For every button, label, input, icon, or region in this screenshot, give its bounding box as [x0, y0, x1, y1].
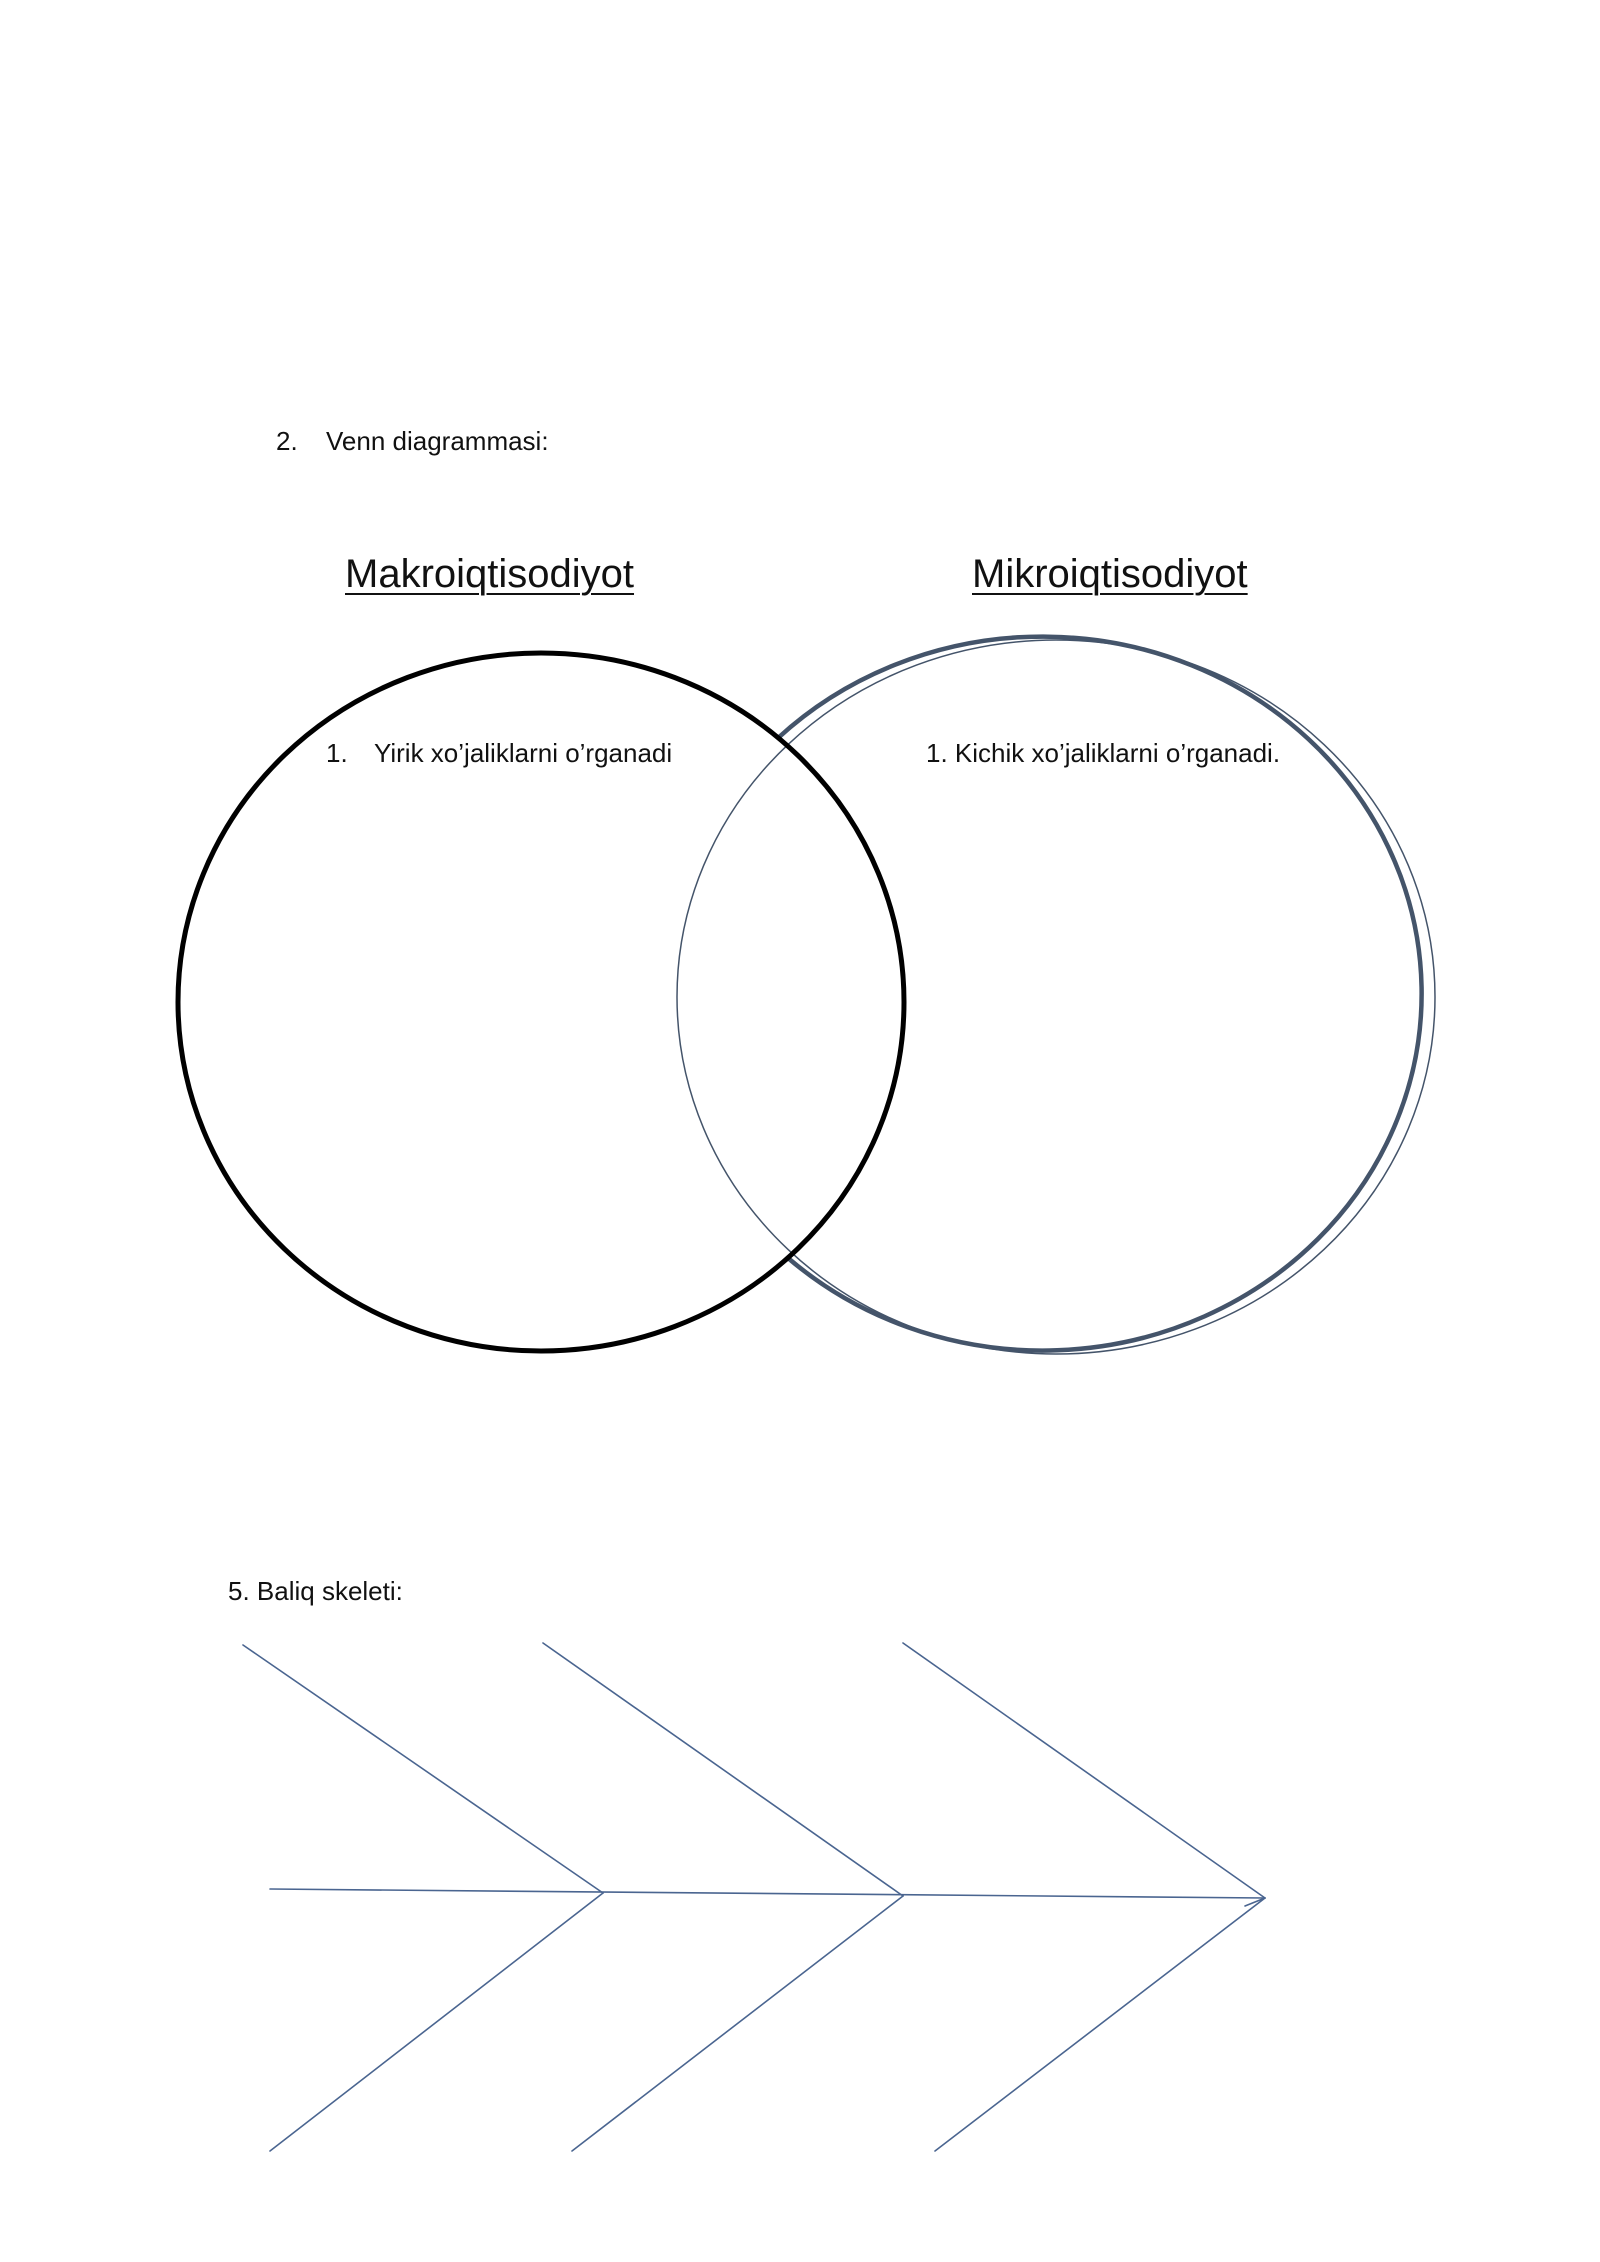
left-circle-item-number: 1. — [326, 738, 348, 768]
left-circle-title: Makroiqtisodiyot — [345, 552, 635, 596]
right-circle-item: 1. Kichik xo’jaliklarni o’rganadi. — [926, 738, 1281, 768]
fishbone-heading: 5. Baliq skeleti: — [228, 1576, 403, 1606]
right-circle-title: Mikroiqtisodiyot — [972, 552, 1248, 596]
fishbone-bone-upper-1 — [243, 1645, 603, 1893]
fishbone-bone-lower-3 — [935, 1898, 1265, 2151]
left-circle-item-text: Yirik xo’jaliklarni o’rganadi — [374, 738, 673, 768]
fishbone-bone-lower-1 — [270, 1893, 603, 2151]
right-circle-outline — [778, 637, 1422, 1351]
fishbone-spine — [270, 1889, 1265, 1898]
venn-heading-text: Venn diagrammasi: — [326, 426, 549, 456]
fishbone-diagram — [243, 1643, 1265, 2151]
venn-diagram — [178, 637, 1435, 1354]
fishbone-bone-upper-3 — [903, 1643, 1265, 1898]
left-circle-outline — [178, 653, 904, 1351]
fishbone-bone-lower-2 — [572, 1896, 903, 2151]
venn-heading-number: 2. — [276, 426, 298, 456]
fishbone-bone-upper-2 — [543, 1643, 903, 1896]
